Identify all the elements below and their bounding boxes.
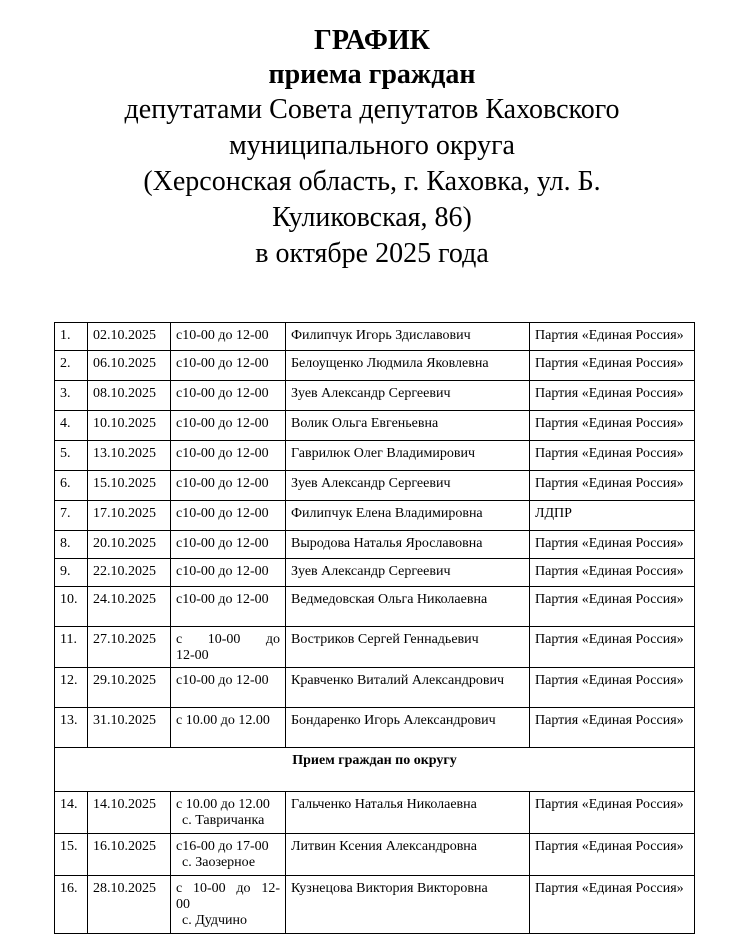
row-number: 4. — [55, 411, 88, 441]
table-row — [55, 531, 695, 559]
row-time: с10-00 до 12-00 — [171, 559, 286, 587]
row-number: 16. — [55, 876, 88, 934]
row-number: 11. — [55, 627, 88, 668]
document-title: ГРАФИК — [314, 25, 430, 56]
row-place: с. Тавричанка — [182, 813, 265, 828]
row-time: с10-00 до 12-00 — [171, 381, 286, 411]
row-time-part: с — [176, 632, 183, 647]
table-row — [55, 501, 695, 531]
row-deputy-name: Востриков Сергей Геннадьевич — [286, 627, 530, 668]
row-time: с10-00 до 12-00 — [171, 668, 286, 708]
row-deputy-name: Кравченко Виталий Александрович — [286, 668, 530, 708]
row-date: 24.10.2025 — [88, 587, 171, 627]
row-party: ЛДПР — [530, 501, 695, 531]
schedule-table — [54, 322, 695, 934]
row-deputy-name: Зуев Александр Сергеевич — [286, 559, 530, 587]
row-number: 2. — [55, 351, 88, 381]
row-number: 1. — [55, 323, 88, 351]
row-deputy-name: Выродова Наталья Ярославовна — [286, 531, 530, 559]
row-time — [171, 627, 286, 668]
table-row — [55, 351, 695, 381]
document-subtitle: приема граждан — [268, 59, 476, 90]
row-date: 22.10.2025 — [88, 559, 171, 587]
row-number: 8. — [55, 531, 88, 559]
row-time-text: с 10-00 до 12- — [176, 881, 280, 896]
row-deputy-name: Бондаренко Игорь Александрович — [286, 708, 530, 748]
row-time — [171, 876, 286, 934]
row-party: Партия «Единая Россия» — [530, 323, 695, 351]
row-number: 12. — [55, 668, 88, 708]
row-deputy-name: Кузнецова Виктория Викторовна — [286, 876, 530, 934]
row-date: 27.10.2025 — [88, 627, 171, 668]
row-deputy-name: Филипчук Елена Владимировна — [286, 501, 530, 531]
row-date: 28.10.2025 — [88, 876, 171, 934]
row-party: Партия «Единая Россия» — [530, 471, 695, 501]
row-deputy-name: Гальченко Наталья Николаевна — [286, 792, 530, 834]
row-deputy-name: Литвин Ксения Александровна — [286, 834, 530, 876]
row-date: 20.10.2025 — [88, 531, 171, 559]
row-time-part: до — [265, 632, 280, 647]
header-line: Куликовская, 86) — [272, 202, 472, 233]
row-time: с10-00 до 12-00 — [171, 323, 286, 351]
row-party: Партия «Единая Россия» — [530, 441, 695, 471]
row-party: Партия «Единая Россия» — [530, 411, 695, 441]
table-row — [55, 627, 695, 668]
row-time: с10-00 до 12-00 — [171, 471, 286, 501]
table-row — [55, 792, 695, 834]
row-number: 14. — [55, 792, 88, 834]
row-date: 31.10.2025 — [88, 708, 171, 748]
row-time: с10-00 до 12-00 — [171, 441, 286, 471]
row-date: 06.10.2025 — [88, 351, 171, 381]
header-line: муниципального округа — [229, 130, 515, 161]
row-deputy-name: Зуев Александр Сергеевич — [286, 471, 530, 501]
row-time-part: 10-00 — [207, 632, 241, 647]
table-row — [55, 708, 695, 748]
row-deputy-name: Гаврилюк Олег Владимирович — [286, 441, 530, 471]
row-party: Партия «Единая Россия» — [530, 668, 695, 708]
row-time-continuation: 00 — [176, 897, 190, 912]
row-time: с10-00 до 12-00 — [171, 351, 286, 381]
row-date: 13.10.2025 — [88, 441, 171, 471]
header-line: в октябре 2025 года — [255, 238, 489, 269]
table-row — [55, 587, 695, 627]
row-number: 15. — [55, 834, 88, 876]
row-time-continuation: 12-00 — [176, 648, 209, 663]
row-date: 08.10.2025 — [88, 381, 171, 411]
row-party: Партия «Единая Россия» — [530, 531, 695, 559]
row-number: 5. — [55, 441, 88, 471]
row-party: Партия «Единая Россия» — [530, 708, 695, 748]
row-date: 29.10.2025 — [88, 668, 171, 708]
table-row — [55, 381, 695, 411]
row-party: Партия «Единая Россия» — [530, 834, 695, 876]
row-time — [171, 834, 286, 876]
row-time: с10-00 до 12-00 — [171, 501, 286, 531]
header-line: (Херсонская область, г. Каховка, ул. Б. — [143, 166, 601, 197]
row-date: 10.10.2025 — [88, 411, 171, 441]
row-time: с10-00 до 12-00 — [171, 587, 286, 627]
table-row — [55, 559, 695, 587]
row-deputy-name: Волик Ольга Евгеньевна — [286, 411, 530, 441]
row-time: с 10.00 до 12.00 — [171, 708, 286, 748]
row-party: Партия «Единая Россия» — [530, 559, 695, 587]
row-number: 6. — [55, 471, 88, 501]
row-party: Партия «Единая Россия» — [530, 351, 695, 381]
table-row — [55, 471, 695, 501]
row-party: Партия «Единая Россия» — [530, 627, 695, 668]
row-party: Партия «Единая Россия» — [530, 876, 695, 934]
row-number: 13. — [55, 708, 88, 748]
row-deputy-name: Филипчук Игорь Здиславович — [286, 323, 530, 351]
row-number: 9. — [55, 559, 88, 587]
row-time-text: с 10.00 до 12.00 — [176, 797, 270, 812]
row-deputy-name: Зуев Александр Сергеевич — [286, 381, 530, 411]
row-time-split — [176, 632, 280, 648]
row-date: 02.10.2025 — [88, 323, 171, 351]
table-row — [55, 441, 695, 471]
row-place: с. Дудчино — [182, 913, 248, 928]
row-time-text: с16-00 до 17-00 — [176, 839, 269, 854]
row-time: с10-00 до 12-00 — [171, 411, 286, 441]
document-header — [0, 24, 744, 272]
row-date: 16.10.2025 — [88, 834, 171, 876]
row-number: 7. — [55, 501, 88, 531]
table-row — [55, 876, 695, 934]
row-deputy-name: Ведмедовская Ольга Николаевна — [286, 587, 530, 627]
row-time — [171, 792, 286, 834]
row-date: 15.10.2025 — [88, 471, 171, 501]
row-place: с. Заозерное — [182, 855, 256, 870]
row-deputy-name: Белоущенко Людмила Яковлевна — [286, 351, 530, 381]
row-party: Партия «Единая Россия» — [530, 381, 695, 411]
row-number: 10. — [55, 587, 88, 627]
table-row — [55, 323, 695, 351]
table-row — [55, 834, 695, 876]
row-party: Партия «Единая Россия» — [530, 792, 695, 834]
row-number: 3. — [55, 381, 88, 411]
row-party: Партия «Единая Россия» — [530, 587, 695, 627]
header-line: депутатами Совета депутатов Каховского — [124, 94, 620, 125]
table-row — [55, 668, 695, 708]
row-date: 14.10.2025 — [88, 792, 171, 834]
section-title: Прием граждан по округу — [55, 748, 695, 792]
table-row — [55, 411, 695, 441]
section-row — [55, 748, 695, 792]
row-time: с10-00 до 12-00 — [171, 531, 286, 559]
row-date: 17.10.2025 — [88, 501, 171, 531]
